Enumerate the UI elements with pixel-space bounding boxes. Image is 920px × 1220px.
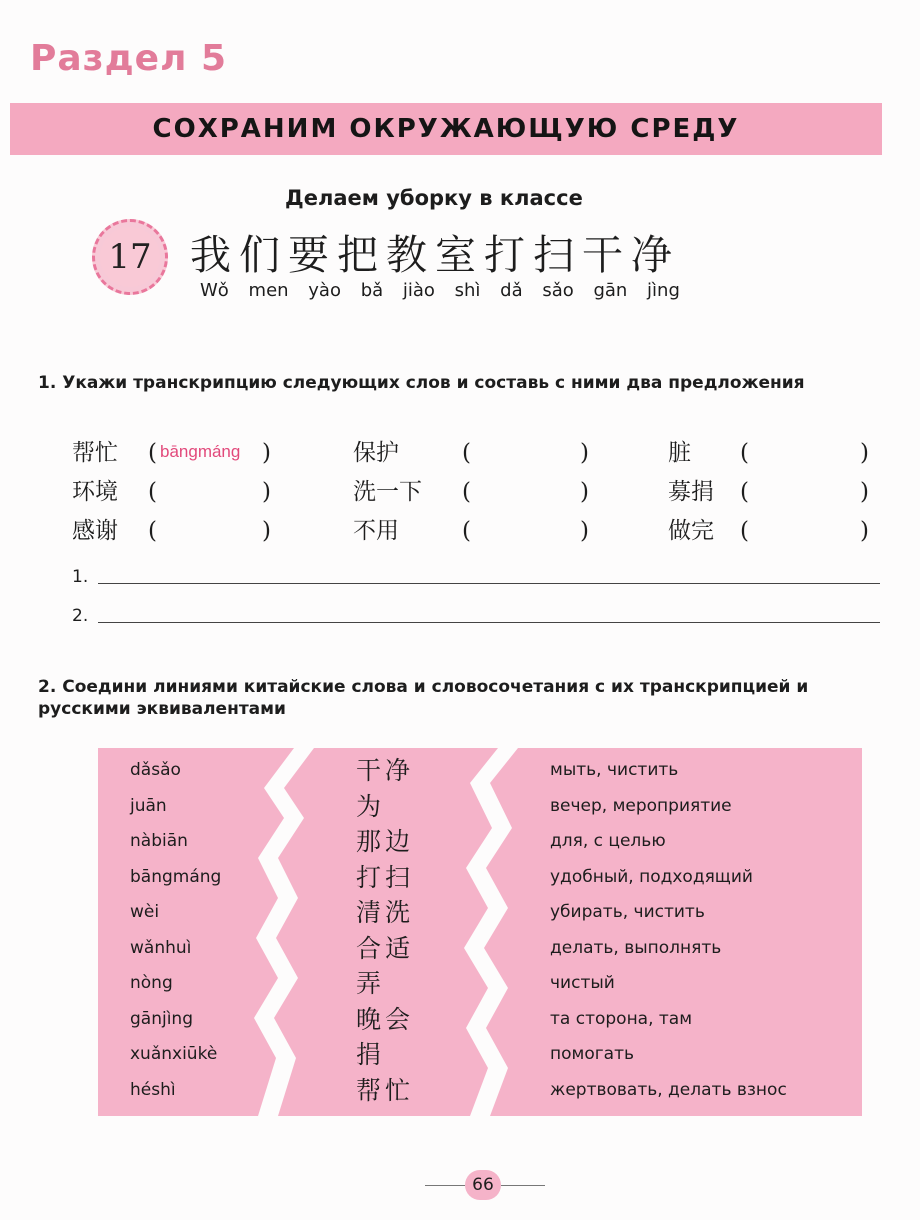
close-paren: )	[262, 440, 271, 466]
sentence-line-1[interactable]	[98, 583, 880, 584]
transcription-answer[interactable]	[752, 481, 858, 505]
russian-item[interactable]: помогать	[550, 1044, 635, 1064]
hanzi-item[interactable]: 那边	[356, 827, 415, 856]
russian-item[interactable]: удобный, подходящий	[550, 866, 753, 887]
open-paren: (	[462, 440, 471, 466]
lesson-subtitle: Делаем уборку в классе	[285, 186, 583, 210]
hanzi-item[interactable]: 清洗	[356, 898, 415, 927]
pinyin-item[interactable]: wǎnhuì	[130, 937, 192, 958]
task-2-number: 2.	[38, 677, 57, 697]
word-hanzi: 不用	[353, 518, 399, 544]
transcription-answer[interactable]	[474, 442, 578, 466]
lesson-title-pinyin: Wǒ men yào bǎ jiào shì dǎ sǎo gān jìng	[200, 280, 680, 301]
sentence-line-label-2: 2.	[72, 606, 89, 626]
sentence-line-label-1: 1.	[72, 567, 89, 587]
task-1-instruction	[38, 372, 883, 394]
page-line-right	[501, 1185, 545, 1186]
pinyin-item[interactable]: wèi	[130, 902, 160, 922]
russian-item[interactable]: делать, выполнять	[550, 937, 722, 958]
word-hanzi: 脏	[668, 440, 691, 466]
transcription-answer[interactable]: bāngmáng	[160, 442, 241, 461]
word-hanzi: 帮忙	[72, 440, 118, 466]
word-hanzi: 感谢	[72, 518, 118, 544]
sentence-line-2[interactable]	[98, 622, 880, 623]
task-2-text: Соедини линиями китайские слова и словосочетания с их транскрипцией и русскими эквивалентами	[38, 677, 809, 719]
open-paren: (	[148, 479, 157, 505]
open-paren: (	[740, 440, 749, 466]
russian-item[interactable]: та сторона, там	[550, 1008, 693, 1029]
word-hanzi: 做完	[668, 518, 714, 544]
section-title: Раздел 5	[30, 38, 228, 79]
close-paren: )	[860, 518, 869, 544]
matching-table	[98, 748, 862, 1116]
russian-item[interactable]: убирать, чистить	[550, 902, 705, 922]
hanzi-item[interactable]: 合适	[356, 933, 415, 963]
hanzi-item[interactable]: 干净	[356, 756, 415, 785]
open-paren: (	[148, 440, 157, 466]
hanzi-item[interactable]: 打扫	[356, 862, 415, 892]
task-2-instruction	[38, 676, 883, 720]
close-paren: )	[860, 479, 869, 505]
transcription-answer[interactable]	[752, 442, 858, 466]
pinyin-item[interactable]: juān	[130, 795, 167, 816]
hanzi-item[interactable]: 弄	[356, 969, 386, 998]
close-paren: )	[580, 518, 589, 544]
pinyin-item[interactable]: héshì	[130, 1079, 176, 1100]
transcription-answer[interactable]	[474, 520, 578, 544]
open-paren: (	[148, 518, 157, 544]
word-hanzi: 保护	[353, 440, 399, 466]
word-hanzi: 募捐	[668, 479, 714, 505]
open-paren: (	[740, 518, 749, 544]
hanzi-column	[356, 753, 414, 1108]
close-paren: )	[262, 518, 271, 544]
hanzi-item[interactable]: 捐	[356, 1040, 386, 1069]
word-hanzi: 环境	[72, 479, 118, 505]
pinyin-item[interactable]: bāngmáng	[130, 866, 222, 887]
hanzi-item[interactable]: 为	[356, 791, 386, 821]
pinyin-item[interactable]: dǎsǎo	[130, 760, 181, 780]
task-1-number: 1.	[38, 373, 57, 393]
russian-item[interactable]: вечер, мероприятие	[550, 795, 732, 816]
transcription-answer[interactable]	[474, 481, 578, 505]
hanzi-item[interactable]: 帮忙	[356, 1075, 415, 1105]
word-hanzi: 洗一下	[353, 479, 422, 505]
russian-item[interactable]: мыть, чистить	[550, 760, 679, 780]
lesson-number-badge: 17	[92, 219, 168, 295]
open-paren: (	[462, 479, 471, 505]
lesson-title-hanzi: 我们要把教室打扫干净	[190, 231, 680, 279]
pinyin-item[interactable]: xuǎnxiūkè	[130, 1044, 218, 1064]
banner-title: СОХРАНИМ ОКРУЖАЮЩУЮ СРЕДУ	[152, 114, 740, 144]
pinyin-column	[130, 753, 221, 1108]
pinyin-item[interactable]: gānjìng	[130, 1008, 193, 1029]
page-line-left	[425, 1185, 465, 1186]
transcription-answer[interactable]	[752, 520, 858, 544]
open-paren: (	[740, 479, 749, 505]
close-paren: )	[860, 440, 869, 466]
russian-item[interactable]: для, с целью	[550, 831, 666, 851]
page-number: 66	[465, 1170, 501, 1200]
close-paren: )	[580, 440, 589, 466]
pinyin-item[interactable]: nòng	[130, 973, 173, 993]
close-paren: )	[262, 479, 271, 505]
pinyin-item[interactable]: nàbiān	[130, 831, 188, 851]
close-paren: )	[580, 479, 589, 505]
open-paren: (	[462, 518, 471, 544]
transcription-answer[interactable]	[160, 520, 260, 544]
russian-item[interactable]: жертвовать, делать взнос	[550, 1079, 787, 1100]
russian-column	[550, 753, 787, 1108]
hanzi-item[interactable]: 晚会	[356, 1004, 415, 1034]
russian-item[interactable]: чистый	[550, 973, 615, 993]
task-1-text: Укажи транскрипцию следующих слов и составь с ними два предложения	[62, 373, 805, 393]
transcription-answer[interactable]	[160, 481, 260, 505]
